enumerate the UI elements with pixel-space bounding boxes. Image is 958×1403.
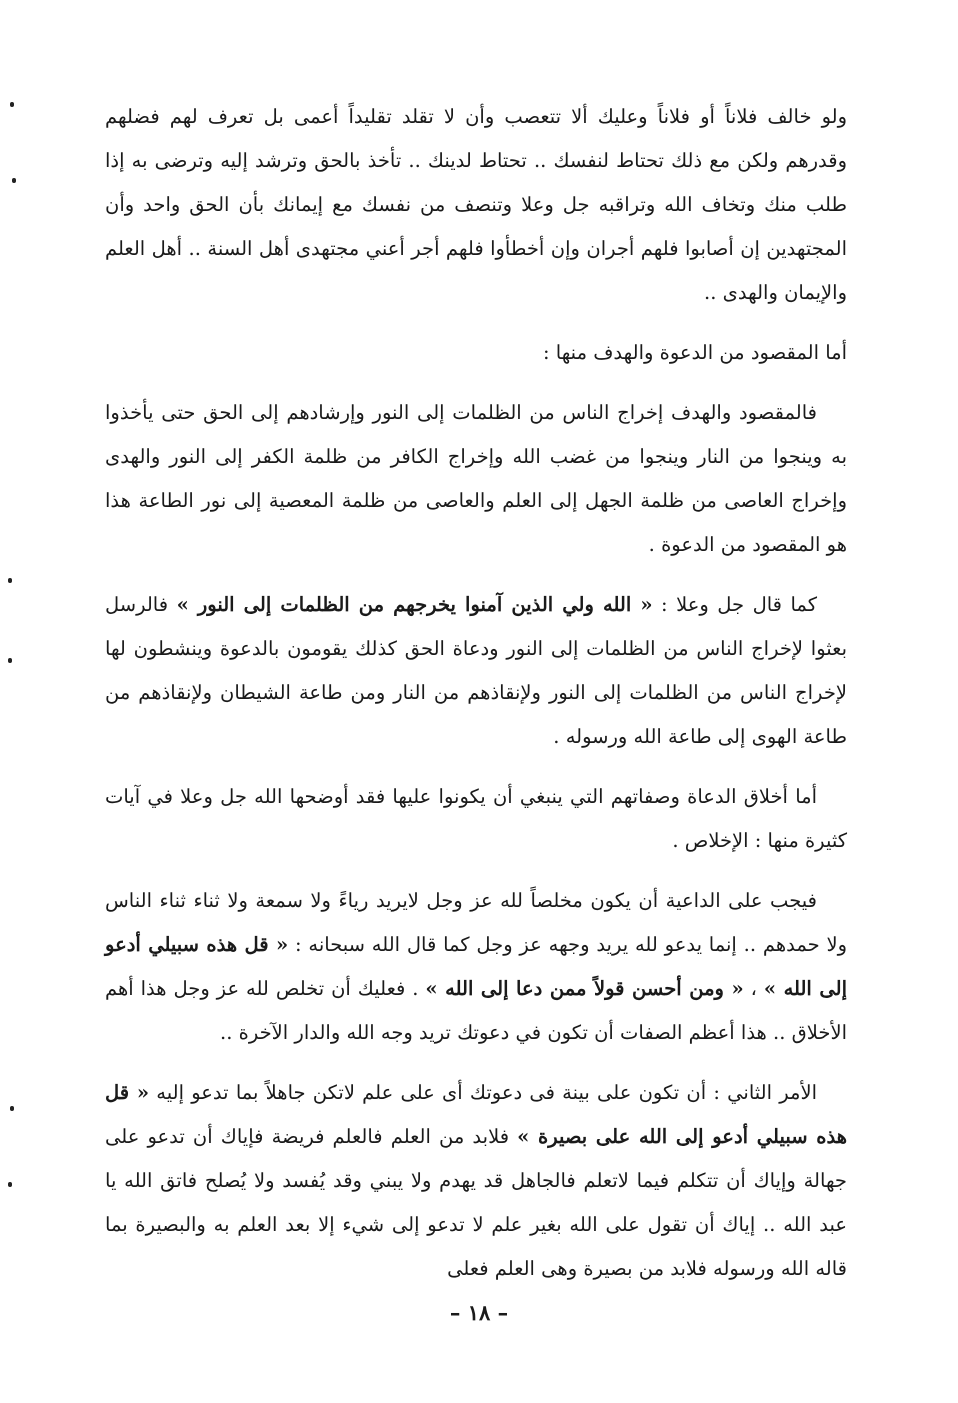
text-segment: كما قال جل وعلا : — [652, 593, 817, 616]
text-segment: فلابد من العلم فالعلم فريضة فإياك أن تدعو على جهالة وإياك أن تتكلم فيما لاتعلم فالجاهل قد يهدم ولا يبني وقد يُفسد ولا يُصلح فاتق الله يا عبد الله .. إياك أن تقول على الله بغير علم لا تدعو إلى شيء إلا بعد العلم به والبصيرة بما قاله الله ورسوله فلابد من بصيرة وهى العلم فعلى — [105, 1125, 847, 1280]
margin-mark — [10, 1106, 14, 1111]
text-segment: فالرسل بعثوا لإخراج الناس من الظلمات إلى النور ودعاة الحق كذلك يقومون بالدعوة وينشطون لها لإخراج الناس من الظلمات إلى النور ولإنقاذهم من النار ومن طاعة الشيطان ولإنقاذهم من طاعة الهوى إلى طاعة الله ورسوله . — [105, 593, 847, 748]
page-number: – ١٨ – — [449, 1300, 509, 1325]
margin-mark — [8, 578, 12, 583]
quran-quote: « ومن أحسن قولاً ممن دعا إلى الله » — [425, 977, 744, 1000]
paragraph-5 — [105, 775, 847, 863]
body-text — [105, 95, 847, 1291]
paragraph-3 — [105, 391, 847, 567]
text-segment: ولو خالف فلاناً أو فلاناً وعليك ألا تتعصب وأن لا تقلد تقليداً أعمى بل تعرف لهم فضلهم وقدرهم ولكن مع ذلك تحتاط لنفسك .. تحتاط لدينك .. تأخذ بالحق وترشد إليه وترضى به إذا طلب منك وتخاف الله وتراقبه جل وعلا وتنصف من نفسك مع إيمانك بأن الحق واحد وأن المجتهدين إن أصابوا فلهم أجران وإن أخطأوا فلهم أجر أعني مجتهدى أهل السنة .. أهل العلم والإيمان والهدى .. — [105, 105, 847, 304]
margin-mark — [10, 102, 14, 107]
text-segment: فيجب على الداعية أن يكون مخلصاً لله عز وجل لايريد رياءً ولا سمعة ولا ثناء ثناء الناس ولا حمدهم .. إنما يدعو لله يريد وجهه عز وجل كما قال الله سبحانه : — [105, 889, 848, 956]
text-segment: . فعليك أن تخلص لله عز وجل هذا أهم الأخلاق .. هذا أعظم الصفات أن تكون في دعوتك تريد وجه الله والدار الآخرة .. — [105, 977, 847, 1044]
section-heading: أما المقصود من الدعوة والهدف منها : — [542, 341, 847, 364]
paragraph-1 — [105, 95, 847, 315]
paragraph-4 — [105, 583, 847, 759]
paragraph-7 — [105, 1071, 847, 1291]
margin-mark — [8, 658, 12, 663]
paragraph-2 — [105, 331, 847, 375]
text-segment: الأمر الثاني : أن تكون على بينة فى دعوتك أى على علم لاتكن جاهلاً بما تدعو إليه — [149, 1081, 817, 1104]
paragraph-6 — [105, 879, 847, 1055]
quran-quote: « قل هذه سبيلي أدعو إلى الله على بصيرة » — [105, 1081, 847, 1148]
text-segment: ، — [743, 977, 764, 1000]
text-segment: أما أخلاق الدعاة وصفاتهم التي ينبغي أن يكونوا عليها فقد أوضحها الله جل وعلا في آيات كثيرة منها : الإخلاص . — [105, 785, 847, 852]
quran-quote: « الله ولي الذين آمنوا يخرجهم من الظلمات إلى النور » — [176, 593, 653, 616]
quran-quote: « قل هذه سبيلي أدعو إلى الله » — [105, 933, 847, 1000]
margin-mark — [8, 1182, 12, 1187]
text-segment: فالمقصود والهدف إخراج الناس من الظلمات إلى النور وإرشادهم إلى الحق حتى يأخذوا به وينجوا من النار وينجوا من غضب الله وإخراج الكافر من ظلمة الكفر إلى النور والهدى وإخراج العاصى من ظلمة الجهل إلى العلم والعاصى من ظلمة المعصية إلى نور الطاعة هذا هو المقصود من الدعوة . — [105, 401, 847, 556]
margin-mark — [12, 178, 16, 183]
